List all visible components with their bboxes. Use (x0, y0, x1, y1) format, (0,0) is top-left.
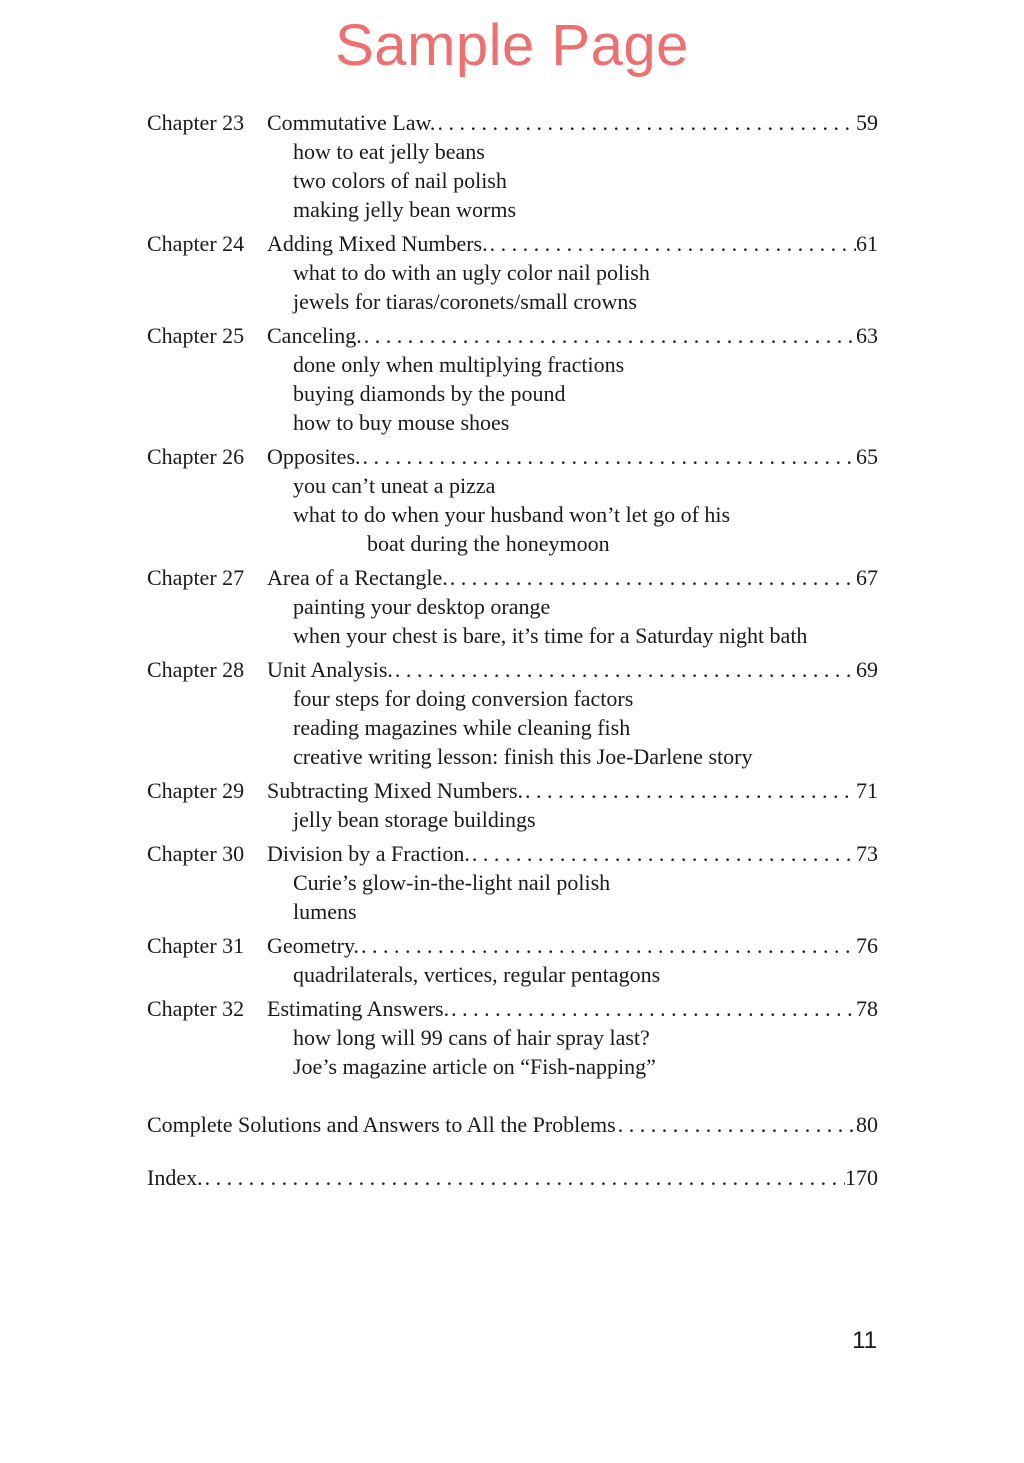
chapter-title: Subtracting Mixed Numbers. (267, 778, 524, 803)
subtopic-line: when your chest is bare, it’s time for a Saturday night bath (293, 623, 808, 648)
subtopic-line: painting your desktop orange (293, 594, 551, 619)
chapter-title: Unit Analysis. (267, 657, 393, 682)
toc-entry (147, 563, 878, 650)
chapter-page-number: 71 (856, 778, 878, 803)
subtopic-line: what to do when your husband won’t let go of his (293, 502, 731, 527)
dot-leader (470, 839, 856, 868)
subtopic-line: Curie’s glow-in-the-light nail polish (293, 870, 611, 895)
subtopic-line: making jelly bean worms (293, 197, 517, 222)
dot-leader (435, 108, 856, 137)
chapter-label: Chapter 27 (147, 565, 245, 590)
chapter-heading-row[interactable] (147, 931, 878, 960)
toc-entry (147, 442, 878, 558)
spacer (147, 1086, 878, 1110)
dot-leader (616, 1110, 856, 1139)
chapter-page-number: 69 (856, 657, 878, 682)
chapter-label: Chapter 30 (147, 841, 245, 866)
chapter-heading-row[interactable] (147, 442, 878, 471)
subtopic-line: how to buy mouse shoes (293, 410, 510, 435)
toc-entry (147, 108, 878, 224)
subtopic-line: jelly bean storage buildings (293, 807, 536, 832)
subtopic-line: what to do with an ugly color nail polish (293, 260, 650, 285)
toc-entry (147, 839, 878, 926)
chapter-heading-row[interactable] (147, 776, 878, 805)
chapter-label: Chapter 28 (147, 657, 245, 682)
subtopic-line: buying diamonds by the pound (293, 381, 566, 406)
toc-entry (147, 321, 878, 437)
dot-leader (362, 321, 856, 350)
chapter-page-number: 65 (856, 444, 878, 469)
chapter-page-number: 59 (856, 110, 878, 135)
subtopic-line: reading magazines while cleaning fish (293, 715, 631, 740)
chapter-title: Estimating Answers. (267, 996, 450, 1021)
index-entry-page-number: 170 (845, 1165, 878, 1190)
chapter-label: Chapter 26 (147, 444, 245, 469)
subtopic-line: Joe’s magazine article on “Fish-napping” (293, 1054, 656, 1079)
chapter-title: Canceling. (267, 323, 362, 348)
dot-leader (488, 229, 856, 258)
chapter-title: Adding Mixed Numbers. (267, 231, 488, 256)
chapter-page-number: 76 (856, 933, 878, 958)
dot-leader (393, 655, 856, 684)
chapter-heading-row[interactable] (147, 994, 878, 1023)
index-entry[interactable] (147, 1163, 878, 1192)
toc-entry (147, 229, 878, 316)
sample-page-watermark: Sample Page (335, 13, 689, 78)
table-of-contents (147, 108, 878, 1192)
chapter-heading-row[interactable] (147, 655, 878, 684)
subtopic-line: creative writing lesson: finish this Joe-Darlene story (293, 744, 753, 769)
chapter-heading-row[interactable] (147, 321, 878, 350)
chapter-label: Chapter 23 (147, 110, 245, 135)
subtopic-line: how to eat jelly beans (293, 139, 485, 164)
chapter-page-number: 61 (856, 231, 878, 256)
toc-entry (147, 776, 878, 834)
solutions-entry-title: Complete Solutions and Answers to All the Problems (147, 1112, 616, 1137)
dot-leader (449, 994, 856, 1023)
chapter-page-number: 63 (856, 323, 878, 348)
chapter-label: Chapter 25 (147, 323, 245, 348)
subtopic-line: quadrilaterals, vertices, regular pentagons (293, 962, 661, 987)
subtopic-line: done only when multiplying fractions (293, 352, 625, 377)
subtopic-line: two colors of nail polish (293, 168, 507, 193)
toc-entry (147, 931, 878, 989)
dot-leader (523, 776, 856, 805)
subtopic-line: jewels for tiaras/coronets/small crowns (293, 289, 637, 314)
chapter-label: Chapter 32 (147, 996, 245, 1021)
dot-leader (203, 1163, 845, 1192)
chapter-title: Commutative Law. (267, 110, 436, 135)
solutions-entry[interactable] (147, 1110, 878, 1139)
chapter-page-number: 78 (856, 996, 878, 1021)
subtopic-line: lumens (293, 899, 357, 924)
chapter-label: Chapter 29 (147, 778, 245, 803)
chapter-heading-row[interactable] (147, 563, 878, 592)
solutions-entry-page-number: 80 (856, 1112, 878, 1137)
chapter-page-number: 67 (856, 565, 878, 590)
spacer (147, 1139, 878, 1163)
chapter-label: Chapter 24 (147, 231, 245, 256)
toc-entry (147, 994, 878, 1081)
page-number: 11 (852, 1327, 877, 1354)
chapter-page-number: 73 (856, 841, 878, 866)
chapter-title: Geometry. (267, 933, 360, 958)
chapter-heading-row[interactable] (147, 108, 878, 137)
chapter-title: Opposites. (267, 444, 361, 469)
chapter-title: Area of a Rectangle. (267, 565, 448, 590)
dot-leader (359, 931, 856, 960)
chapter-title: Division by a Fraction. (267, 841, 470, 866)
subtopic-line: four steps for doing conversion factors (293, 686, 634, 711)
dot-leader (361, 442, 857, 471)
subtopic-line: you can’t uneat a pizza (293, 473, 496, 498)
chapter-heading-row[interactable] (147, 229, 878, 258)
toc-entry (147, 655, 878, 771)
subtopic-line: how long will 99 cans of hair spray last? (293, 1025, 650, 1050)
index-entry-title: Index. (147, 1165, 203, 1190)
chapter-label: Chapter 31 (147, 933, 245, 958)
chapter-heading-row[interactable] (147, 839, 878, 868)
subtopic-continuation: boat during the honeymoon (367, 531, 610, 556)
dot-leader (448, 563, 856, 592)
